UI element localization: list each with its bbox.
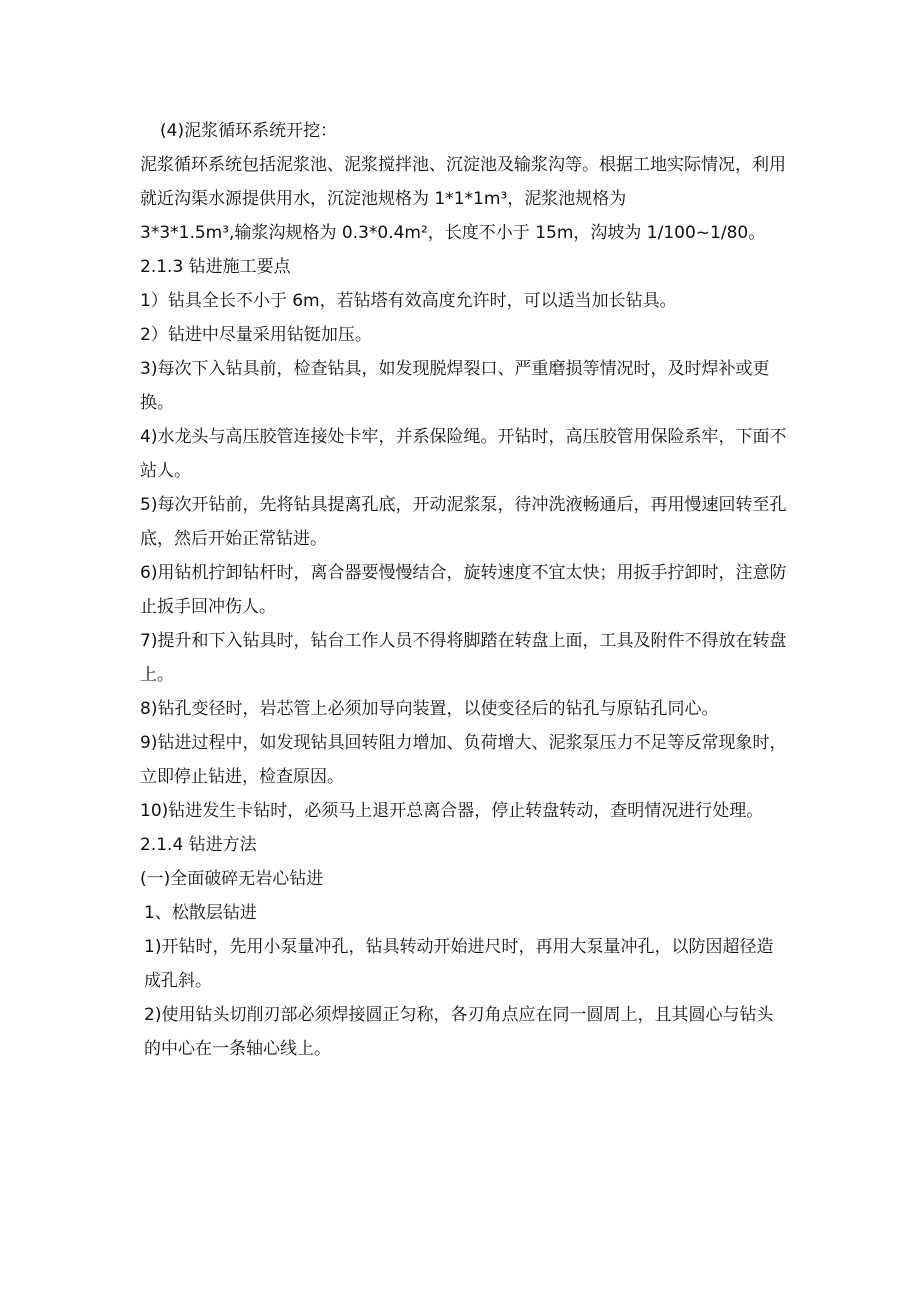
paragraph-specifications: 3*3*1.5m³,输浆沟规格为 0.3*0.4m²，长度不小于 15m，沟坡为 1/100~1/80。 [140, 223, 766, 243]
subsection-heading-loose-layer: 1、松散层钻进 [144, 903, 257, 923]
document-body [140, 114, 790, 1066]
list-item-10: 10)钻进发生卡钻时，必须马上退开总离合器，停止转盘转动，查明情况进行处理。 [140, 801, 764, 821]
list-item-6: 6)用钻机拧卸钻杆时，离合器要慢慢结合，旋转速度不宜太快；用扳手拧卸时，注意防止扳手回冲伤人。 [140, 563, 787, 617]
list-item-5: 5)每次开钻前，先将钻具提离孔底，开动泥浆泵，待冲洗液畅通后，再用慢速回转至孔底，然后开始正常钻进。 [140, 495, 787, 549]
list-item-3: 3)每次下入钻具前，检查钻具，如发现脱焊裂口、严重磨损等情况时，及时焊补或更换。 [140, 359, 770, 413]
list-item-4: 4)水龙头与高压胶管连接处卡牢，并系保险绳。开钻时，高压胶管用保险系牢，下面不站人。 [140, 427, 787, 481]
list-item-8: 8)钻孔变径时，岩芯管上必须加导向装置，以使变径后的钻孔与原钻孔同心。 [140, 699, 719, 719]
list-item-7: 7)提升和下入钻具时，钻台工作人员不得将脚踏在转盘上面，工具及附件不得放在转盘上。 [140, 631, 787, 685]
list-item-9: 9)钻进过程中，如发现钻具回转阻力增加、负荷增大、泥浆泵压力不足等反常现象时，立即停止钻进，检查原因。 [140, 733, 787, 787]
list-item-2: 2）钻进中尽量采用钻铤加压。 [140, 325, 372, 345]
paragraph-mud-system: 泥浆循环系统包括泥浆池、泥浆搅拌池、沉淀池及输浆沟等。根据工地实际情况，利用就近沟渠水源提供用水，沉淀池规格为 1*1*1m³，泥浆池规格为 [140, 155, 786, 209]
method-item-1: 1)开钻时，先用小泵量冲孔，钻具转动开始进尺时，再用大泵量冲孔，以防因超径造成孔斜。 [144, 937, 774, 991]
list-item-1: 1）钻具全长不小于 6m，若钻塔有效高度允许时，可以适当加长钻具。 [140, 291, 677, 311]
section-heading-drilling-methods: 2.1.4 钻进方法 [140, 835, 257, 855]
section-heading-mud-circulation: (4)泥浆循环系统开挖： [160, 121, 338, 141]
subsection-heading-full-crush: (一)全面破碎无岩心钻进 [140, 869, 324, 889]
section-heading-drilling-points: 2.1.3 钻进施工要点 [140, 257, 291, 277]
method-item-2: 2)使用钻头切削刃部必须焊接圆正匀称，各刃角点应在同一圆周上，且其圆心与钻头的中心在一条轴心线上。 [144, 1005, 774, 1059]
